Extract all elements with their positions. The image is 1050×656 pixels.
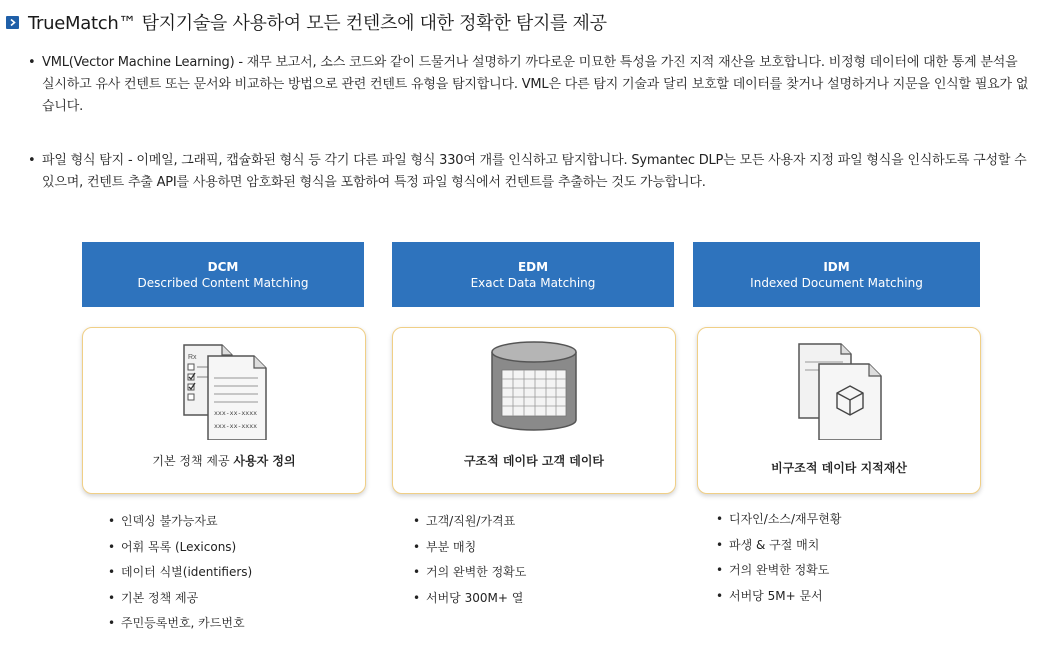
database-table-icon (393, 340, 675, 440)
dcm-feature-list (108, 512, 252, 640)
list-item: • 거의 완벽한 정확도 (413, 563, 526, 589)
dcm-card (82, 327, 366, 494)
list-item: • 주민등록번호, 카드번호 (108, 614, 252, 640)
vml-paragraph (28, 52, 1033, 118)
list-item: • 어휘 목록 (Lexicons) (108, 538, 252, 564)
edm-full-name: Exact Data Matching (470, 275, 596, 290)
file-type-text: 파일 형식 탐지 - 이메일, 그래픽, 캡슐화된 형식 등 각기 다른 파일 형식 330여 개를 인식하고 탐지합니다. Symantec DLP는 모든 사용자 지정 파일 형식을 인식하도록 구성할 수 있으며, 컨텐트 추출 API를 사용하면 암호화된 형식을 포함하여 특정 파일 형식에서 컨텐트를 추출하는 것도 가능합니다. (42, 153, 1027, 190)
dcm-abbr: DCM (207, 259, 239, 274)
idm-card (697, 327, 981, 494)
page-title: TrueMatch™ 탐지기술을 사용하여 모든 컨텐츠에 대한 정확한 탐지를 제공 (28, 13, 607, 34)
list-item: • 기본 정책 제공 (108, 589, 252, 615)
document-checklist-icon (83, 340, 365, 440)
idm-header (693, 242, 980, 307)
dcm-header (82, 242, 364, 307)
section-heading (6, 9, 607, 35)
document-fingerprint-icon (698, 340, 980, 440)
edm-card (392, 327, 676, 494)
edm-caption-bold: 구조적 데이타 고객 데이타 (463, 454, 605, 468)
idm-abbr: IDM (823, 259, 850, 274)
idm-feature-list (716, 510, 841, 612)
masked-id-text: xxx-xx-xxxx (214, 422, 258, 430)
edm-abbr: EDM (517, 259, 549, 274)
edm-header (392, 242, 674, 307)
dcm-full-name: Described Content Matching (137, 275, 309, 290)
masked-id-text: xxx-xx-xxxx (214, 409, 258, 417)
rx-label: Rx (188, 354, 197, 361)
list-item: • 부분 매칭 (413, 538, 526, 564)
list-item: • 서버당 300M+ 열 (413, 589, 526, 615)
edm-caption (393, 452, 675, 469)
dcm-caption-bold: 사용자 정의 (233, 454, 296, 468)
edm-feature-list (413, 512, 526, 614)
bullet: • (28, 153, 36, 168)
list-item: • 인덱싱 불가능자료 (108, 512, 252, 538)
idm-caption (698, 459, 980, 476)
dcm-caption (83, 452, 365, 469)
list-item: • 고객/직원/가격표 (413, 512, 526, 538)
list-item: • 파생 & 구절 매치 (716, 536, 841, 562)
list-item: • 거의 완벽한 정확도 (716, 561, 841, 587)
idm-full-name: Indexed Document Matching (750, 275, 923, 290)
idm-caption-bold: 비구조적 데이타 지적재산 (771, 461, 907, 475)
list-item: • 디자인/소스/재무현황 (716, 510, 841, 536)
list-item: • 데이터 식별(identifiers) (108, 563, 252, 589)
arrow-right-box-icon (6, 16, 19, 29)
file-type-paragraph (28, 150, 1033, 194)
vml-text: VML(Vector Machine Learning) - 재무 보고서, 소스 코드와 같이 드물거나 설명하기 까다로운 미묘한 특성을 가진 지적 재산을 보호합니다. 비정형 데이터에 대한 통계 분석을 실시하고 유사 컨텐트 또는 문서와 비교하는 방법으로 관련 컨텐트 유형을 탐지합니다. VML은 다른 탐지 기술과 달리 보호할 데이터를 찾거나 설명하거나 지문을 인식할 필요가 없습니다. (42, 55, 1029, 114)
dcm-caption-plain: 기본 정책 제공 (152, 454, 234, 468)
list-item: • 서버당 5M+ 문서 (716, 587, 841, 613)
bullet: • (28, 55, 36, 70)
